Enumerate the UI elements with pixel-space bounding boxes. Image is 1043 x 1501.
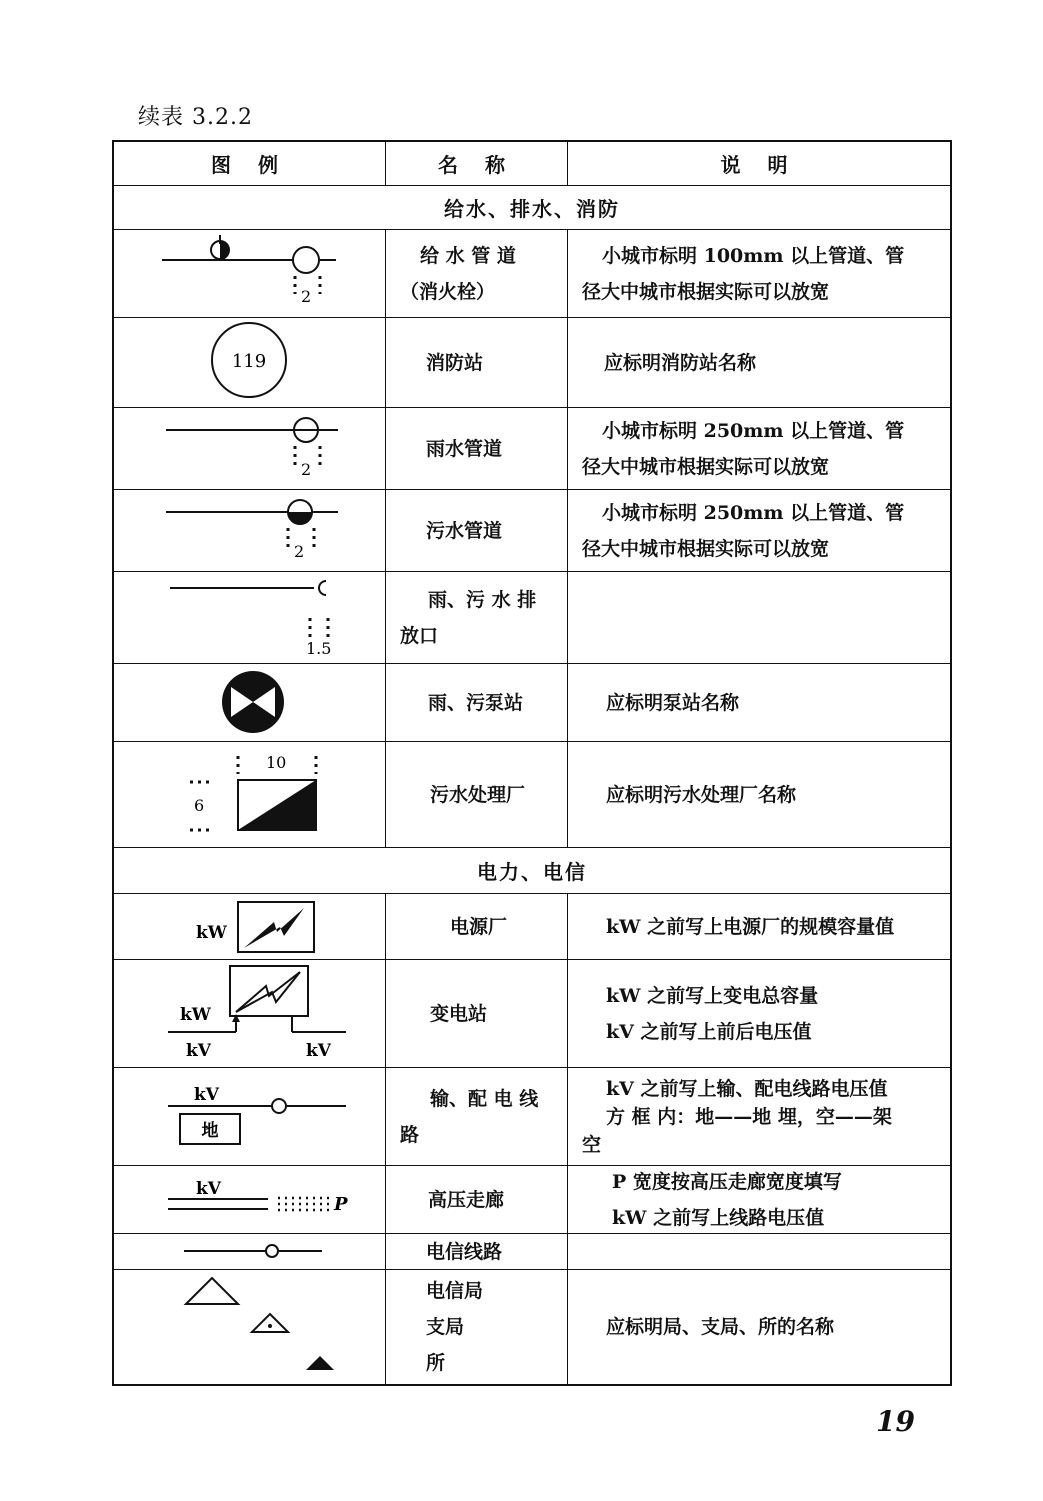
legend-cell — [114, 960, 386, 1067]
table-row — [114, 408, 950, 490]
dimension-label: 2 — [301, 287, 312, 306]
name-cell — [386, 318, 568, 407]
water-supply-pipe-hydrant-icon — [114, 230, 384, 318]
desc-cell — [568, 1234, 950, 1269]
name-text: 污水处理厂 — [430, 783, 526, 806]
fire-station-icon — [114, 318, 384, 408]
table-row — [114, 490, 950, 572]
legend-cell — [114, 1068, 386, 1165]
desc-cell — [568, 664, 950, 741]
desc-cell — [568, 572, 950, 663]
name-cell — [386, 894, 568, 959]
name-cell — [386, 1270, 568, 1384]
laying-type-label: 地 — [201, 1121, 219, 1141]
name-text: 雨、污 水 排 — [428, 588, 537, 611]
table-row — [114, 318, 950, 408]
fire-station-number: 119 — [231, 351, 267, 372]
desc-text: 径大中城市根据实际可以放宽 — [582, 537, 830, 560]
name-cell — [386, 572, 568, 663]
desc-cell — [568, 1270, 950, 1384]
header-name: 名 称 — [386, 142, 568, 185]
table-row — [114, 742, 950, 848]
voltage-label: kV — [194, 1085, 219, 1105]
height-label: 6 — [194, 796, 205, 815]
desc-text: 小城市标明 250mm 以上管道、管 — [602, 501, 905, 524]
desc-cell — [568, 230, 950, 317]
name-text: 输、配 电 线 — [430, 1087, 539, 1110]
table-caption: 续表 3.2.2 — [138, 105, 253, 130]
desc-text: 方 框 内：地——地 埋，空——架 — [606, 1105, 892, 1128]
name-text: （消火栓） — [400, 280, 496, 303]
legend-cell — [114, 664, 386, 741]
legend-table — [112, 140, 952, 1386]
name-cell — [386, 230, 568, 317]
page-number: 19 — [876, 1405, 915, 1438]
width-label: 10 — [266, 753, 287, 772]
name-text: 支局 — [426, 1316, 465, 1338]
desc-cell — [568, 490, 950, 571]
desc-text: 应标明消防站名称 — [604, 351, 757, 374]
name-cell — [386, 408, 568, 489]
desc-text: 应标明污水处理厂名称 — [606, 783, 797, 806]
table-row — [114, 960, 950, 1068]
power-plant-icon — [114, 894, 384, 960]
sewage-plant-icon — [114, 742, 384, 848]
name-cell — [386, 742, 568, 847]
section-power: 电力、电信 — [114, 848, 950, 894]
transmission-line-icon — [114, 1068, 384, 1166]
name-text: 放口 — [400, 624, 439, 647]
name-cell — [386, 960, 568, 1067]
desc-cell — [568, 894, 950, 959]
legend-cell — [114, 230, 386, 317]
name-text: 高压走廊 — [428, 1188, 505, 1211]
legend-cell — [114, 318, 386, 407]
pump-station-icon — [114, 664, 384, 742]
name-text: 路 — [400, 1123, 420, 1146]
desc-text: P 宽度按高压走廊宽度填写 — [612, 1170, 842, 1193]
legend-cell — [114, 408, 386, 489]
name-text: 变电站 — [430, 1002, 488, 1025]
name-text: 电信局 — [426, 1280, 484, 1302]
name-text: 给 水 管 道 — [420, 244, 516, 267]
telecom-line-icon — [114, 1234, 384, 1270]
legend-cell — [114, 742, 386, 847]
legend-cell — [114, 490, 386, 571]
substation-icon — [114, 960, 384, 1068]
voltage-label: kV — [196, 1179, 221, 1199]
dimension-label: 2 — [294, 542, 305, 561]
desc-text: kW 之前写上电源厂的规模容量值 — [606, 915, 895, 938]
desc-text: 空 — [582, 1133, 602, 1156]
name-text: 消防站 — [426, 351, 484, 374]
section-water: 给水、排水、消防 — [114, 186, 950, 230]
name-cell — [386, 490, 568, 571]
hv-corridor-icon — [114, 1166, 384, 1234]
desc-cell — [568, 408, 950, 489]
desc-cell — [568, 1166, 950, 1233]
table-header-row — [114, 142, 950, 186]
legend-cell — [114, 1234, 386, 1269]
table-row — [114, 1068, 950, 1166]
voltage-label-left: kV — [186, 1041, 211, 1061]
table-row — [114, 894, 950, 960]
legend-cell — [114, 572, 386, 663]
name-text: 雨水管道 — [426, 437, 503, 460]
desc-cell — [568, 742, 950, 847]
desc-text: kV 之前写上输、配电线路电压值 — [606, 1077, 888, 1100]
voltage-label-right: kV — [306, 1041, 331, 1061]
name-cell — [386, 1166, 568, 1233]
name-text: 雨、污泵站 — [428, 691, 524, 714]
dimension-label: 1.5 — [306, 639, 332, 658]
desc-text: 应标明局、支局、所的名称 — [606, 1316, 835, 1338]
table-row — [114, 1166, 950, 1234]
desc-text: 小城市标明 100mm 以上管道、管 — [602, 244, 905, 267]
desc-text: 应标明泵站名称 — [606, 691, 740, 714]
sewage-pipe-icon — [114, 490, 384, 572]
name-cell — [386, 1068, 568, 1165]
width-label: P — [334, 1194, 348, 1215]
capacity-label: kW — [180, 1005, 211, 1025]
name-cell — [386, 664, 568, 741]
telecom-office-icon — [114, 1270, 384, 1384]
desc-text: 径大中城市根据实际可以放宽 — [582, 455, 830, 478]
name-text: 所 — [426, 1352, 446, 1374]
name-text: 污水管道 — [426, 519, 503, 542]
capacity-label: kW — [196, 923, 227, 943]
desc-text: 小城市标明 250mm 以上管道、管 — [602, 419, 905, 442]
desc-cell — [568, 960, 950, 1067]
outfall-icon — [114, 572, 384, 664]
desc-text: kV 之前写上前后电压值 — [606, 1020, 812, 1043]
legend-cell — [114, 894, 386, 959]
name-cell — [386, 1234, 568, 1269]
table-row — [114, 1270, 950, 1384]
table-row — [114, 572, 950, 664]
header-legend: 图 例 — [114, 142, 386, 185]
legend-cell — [114, 1166, 386, 1233]
legend-cell — [114, 1270, 386, 1384]
rainwater-pipe-icon — [114, 408, 384, 490]
desc-text: 径大中城市根据实际可以放宽 — [582, 280, 830, 303]
desc-cell — [568, 1068, 950, 1165]
name-text: 电信线路 — [426, 1240, 503, 1263]
table-row — [114, 230, 950, 318]
desc-text: kW 之前写上线路电压值 — [612, 1206, 825, 1229]
table-row — [114, 1234, 950, 1270]
table-row — [114, 664, 950, 742]
header-desc: 说 明 — [720, 153, 798, 177]
dimension-label: 2 — [301, 460, 312, 479]
desc-cell — [568, 318, 950, 407]
name-text: 电源厂 — [450, 915, 508, 938]
desc-text: kW 之前写上变电总容量 — [606, 984, 819, 1007]
